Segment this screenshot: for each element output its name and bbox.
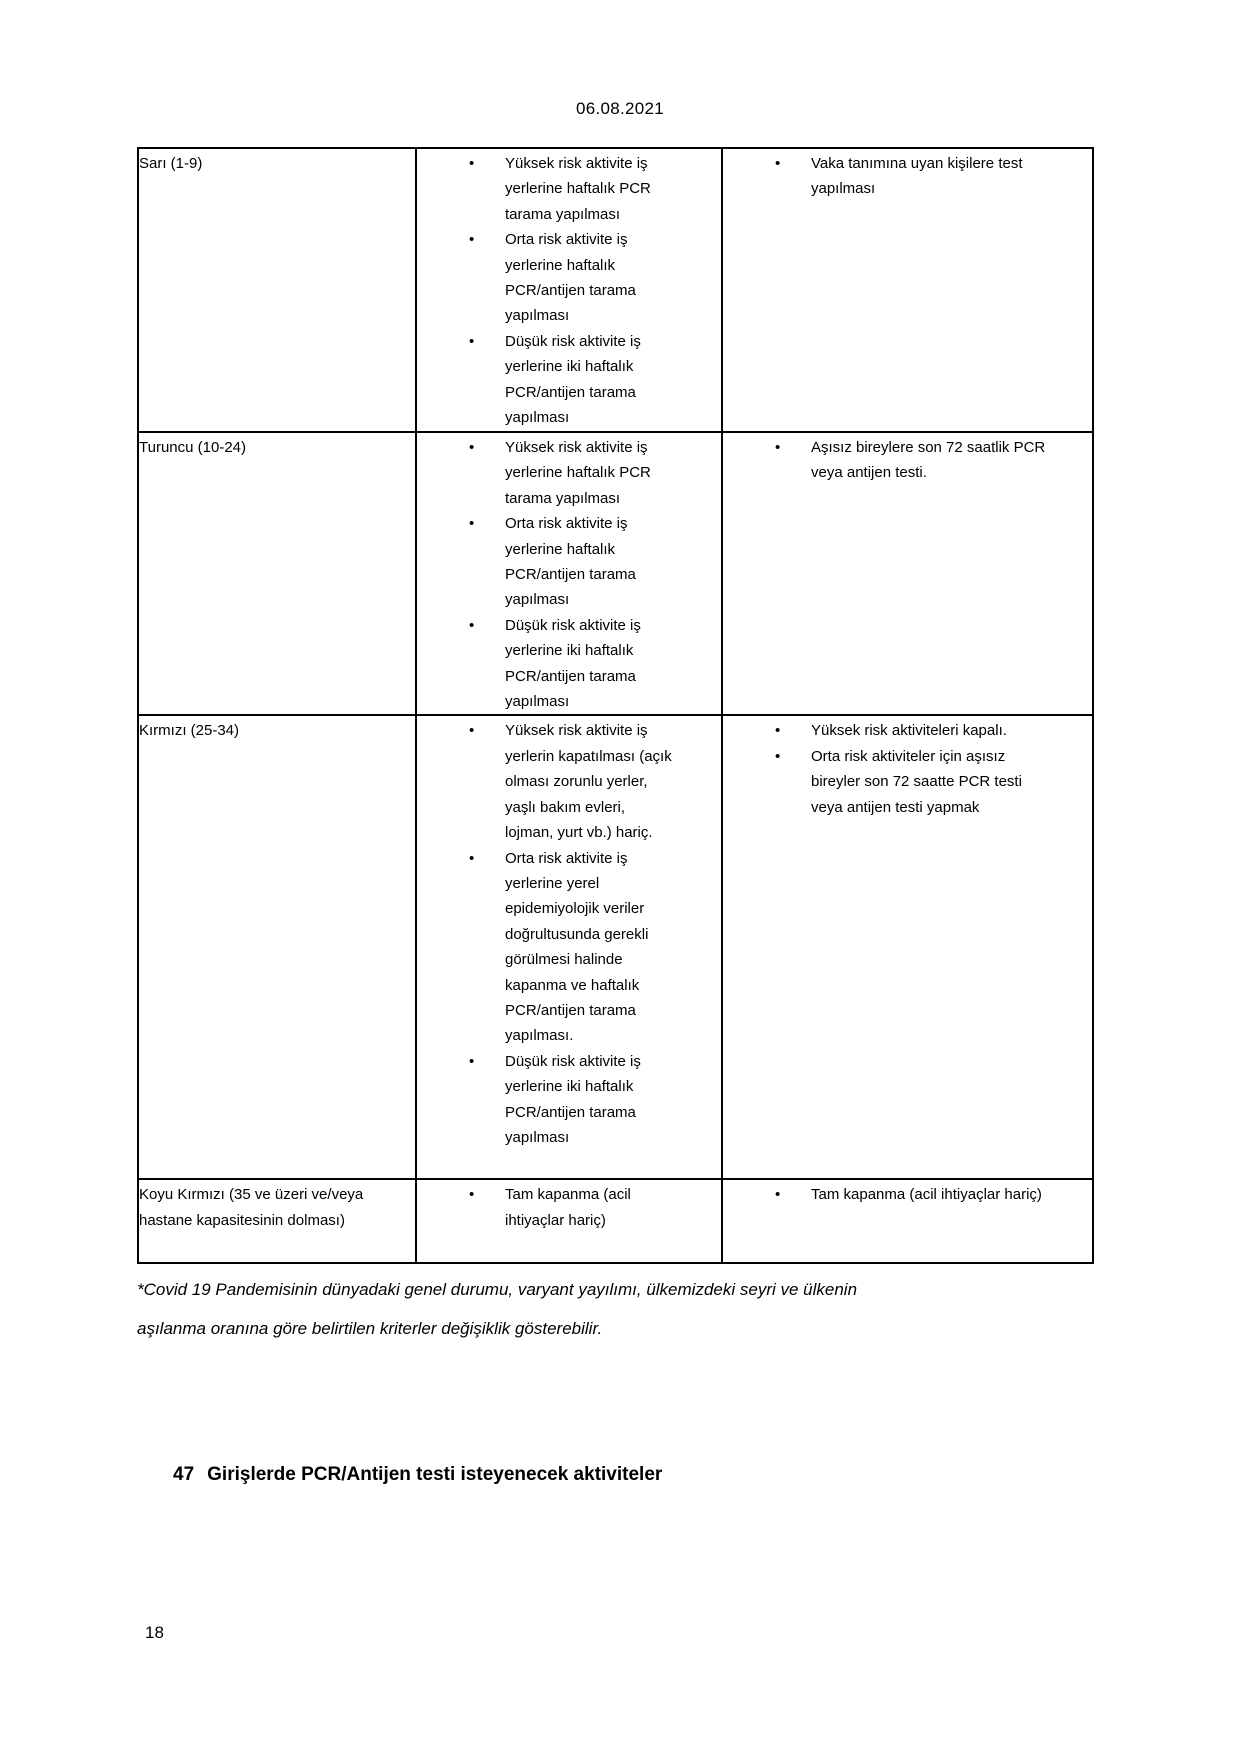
testing-list — [723, 718, 1092, 820]
measures-cell — [416, 715, 722, 1179]
document-date: 06.08.2021 — [575, 99, 665, 118]
risk-level-cell: Turuncu (10-24) — [138, 432, 416, 715]
list-item: • Tam kapanma (acil ihtiyaçlar hariç) — [723, 1182, 1092, 1207]
testing-list — [723, 151, 1092, 202]
measures-cell — [416, 432, 722, 715]
list-item: • Orta risk aktivite iş yerlerine haftalık PCR/antijen tarama yapılması — [417, 511, 721, 613]
list-item: • Aşısız bireylere son 72 saatlik PCR veya antijen testi. — [723, 435, 1092, 486]
list-item: • Yüksek risk aktivite iş yerlerine haftalık PCR tarama yapılması — [417, 151, 721, 227]
list-item: • Tam kapanma (acil ihtiyaçlar hariç) — [417, 1182, 721, 1233]
table-row-turuncu — [138, 432, 1093, 715]
list-item: • Yüksek risk aktiviteleri kapalı. — [723, 718, 1092, 743]
risk-level-cell: Kırmızı (25-34) — [138, 715, 416, 1179]
section-title: Girişlerde PCR/Antijen testi isteyenecek aktiviteler — [207, 1464, 663, 1485]
section-heading — [173, 1464, 662, 1486]
testing-cell — [722, 148, 1093, 432]
list-item: • Düşük risk aktivite iş yerlerine iki haftalık PCR/antijen tarama yapılması — [417, 1049, 721, 1151]
risk-level-table — [137, 147, 1094, 1264]
list-item: • Düşük risk aktivite iş yerlerine iki haftalık PCR/antijen tarama yapılması — [417, 329, 721, 431]
measures-list — [417, 718, 721, 1150]
measures-cell — [416, 1179, 722, 1263]
measures-cell — [416, 148, 722, 432]
testing-cell — [722, 715, 1093, 1179]
list-item: • Vaka tanımına uyan kişilere test yapılması — [723, 151, 1092, 202]
footnote-line: *Covid 19 Pandemisinin dünyadaki genel durumu, varyant yayılımı, ülkemizdeki seyri ve ülkenin — [137, 1280, 858, 1299]
list-item: • Düşük risk aktivite iş yerlerine iki haftalık PCR/antijen tarama yapılması — [417, 613, 721, 715]
list-item: • Yüksek risk aktivite iş yerlerine haftalık PCR tarama yapılması — [417, 435, 721, 511]
risk-level-cell: Koyu Kırmızı (35 ve üzeri ve/veya hastane kapasitesinin dolması) — [138, 1179, 416, 1263]
testing-cell — [722, 1179, 1093, 1263]
list-item: • Orta risk aktivite iş yerlerine yerel epidemiyolojik veriler doğrultusunda gerekli görülmesi halinde kapanma ve haftalık PCR/antijen tarama yapılması. — [417, 846, 721, 1049]
page-number: 18 — [145, 1623, 164, 1642]
list-item: • Orta risk aktiviteler için aşısız bireyler son 72 saatte PCR testi veya antijen testi yapmak — [723, 744, 1092, 820]
table-row-kirmizi — [138, 715, 1093, 1179]
risk-level-cell: Sarı (1-9) — [138, 148, 416, 432]
testing-cell — [722, 432, 1093, 715]
section-number: 47 — [173, 1464, 195, 1485]
table-row-sari — [138, 148, 1093, 432]
list-item: • Orta risk aktivite iş yerlerine haftalık PCR/antijen tarama yapılması — [417, 227, 721, 329]
measures-list — [417, 151, 721, 430]
table-row-koyu-kirmizi — [138, 1179, 1093, 1263]
footnote-line: aşılanma oranına göre belirtilen kriterler değişiklik gösterebilir. — [137, 1319, 603, 1338]
testing-list — [723, 435, 1092, 486]
measures-list — [417, 435, 721, 714]
table-footnote — [137, 1270, 1097, 1348]
testing-list — [723, 1182, 1092, 1207]
measures-list — [417, 1182, 721, 1233]
list-item: • Yüksek risk aktivite iş yerlerin kapatılması (açık olması zorunlu yerler, yaşlı bakım evleri, lojman, yurt vb.) hariç. — [417, 718, 721, 845]
